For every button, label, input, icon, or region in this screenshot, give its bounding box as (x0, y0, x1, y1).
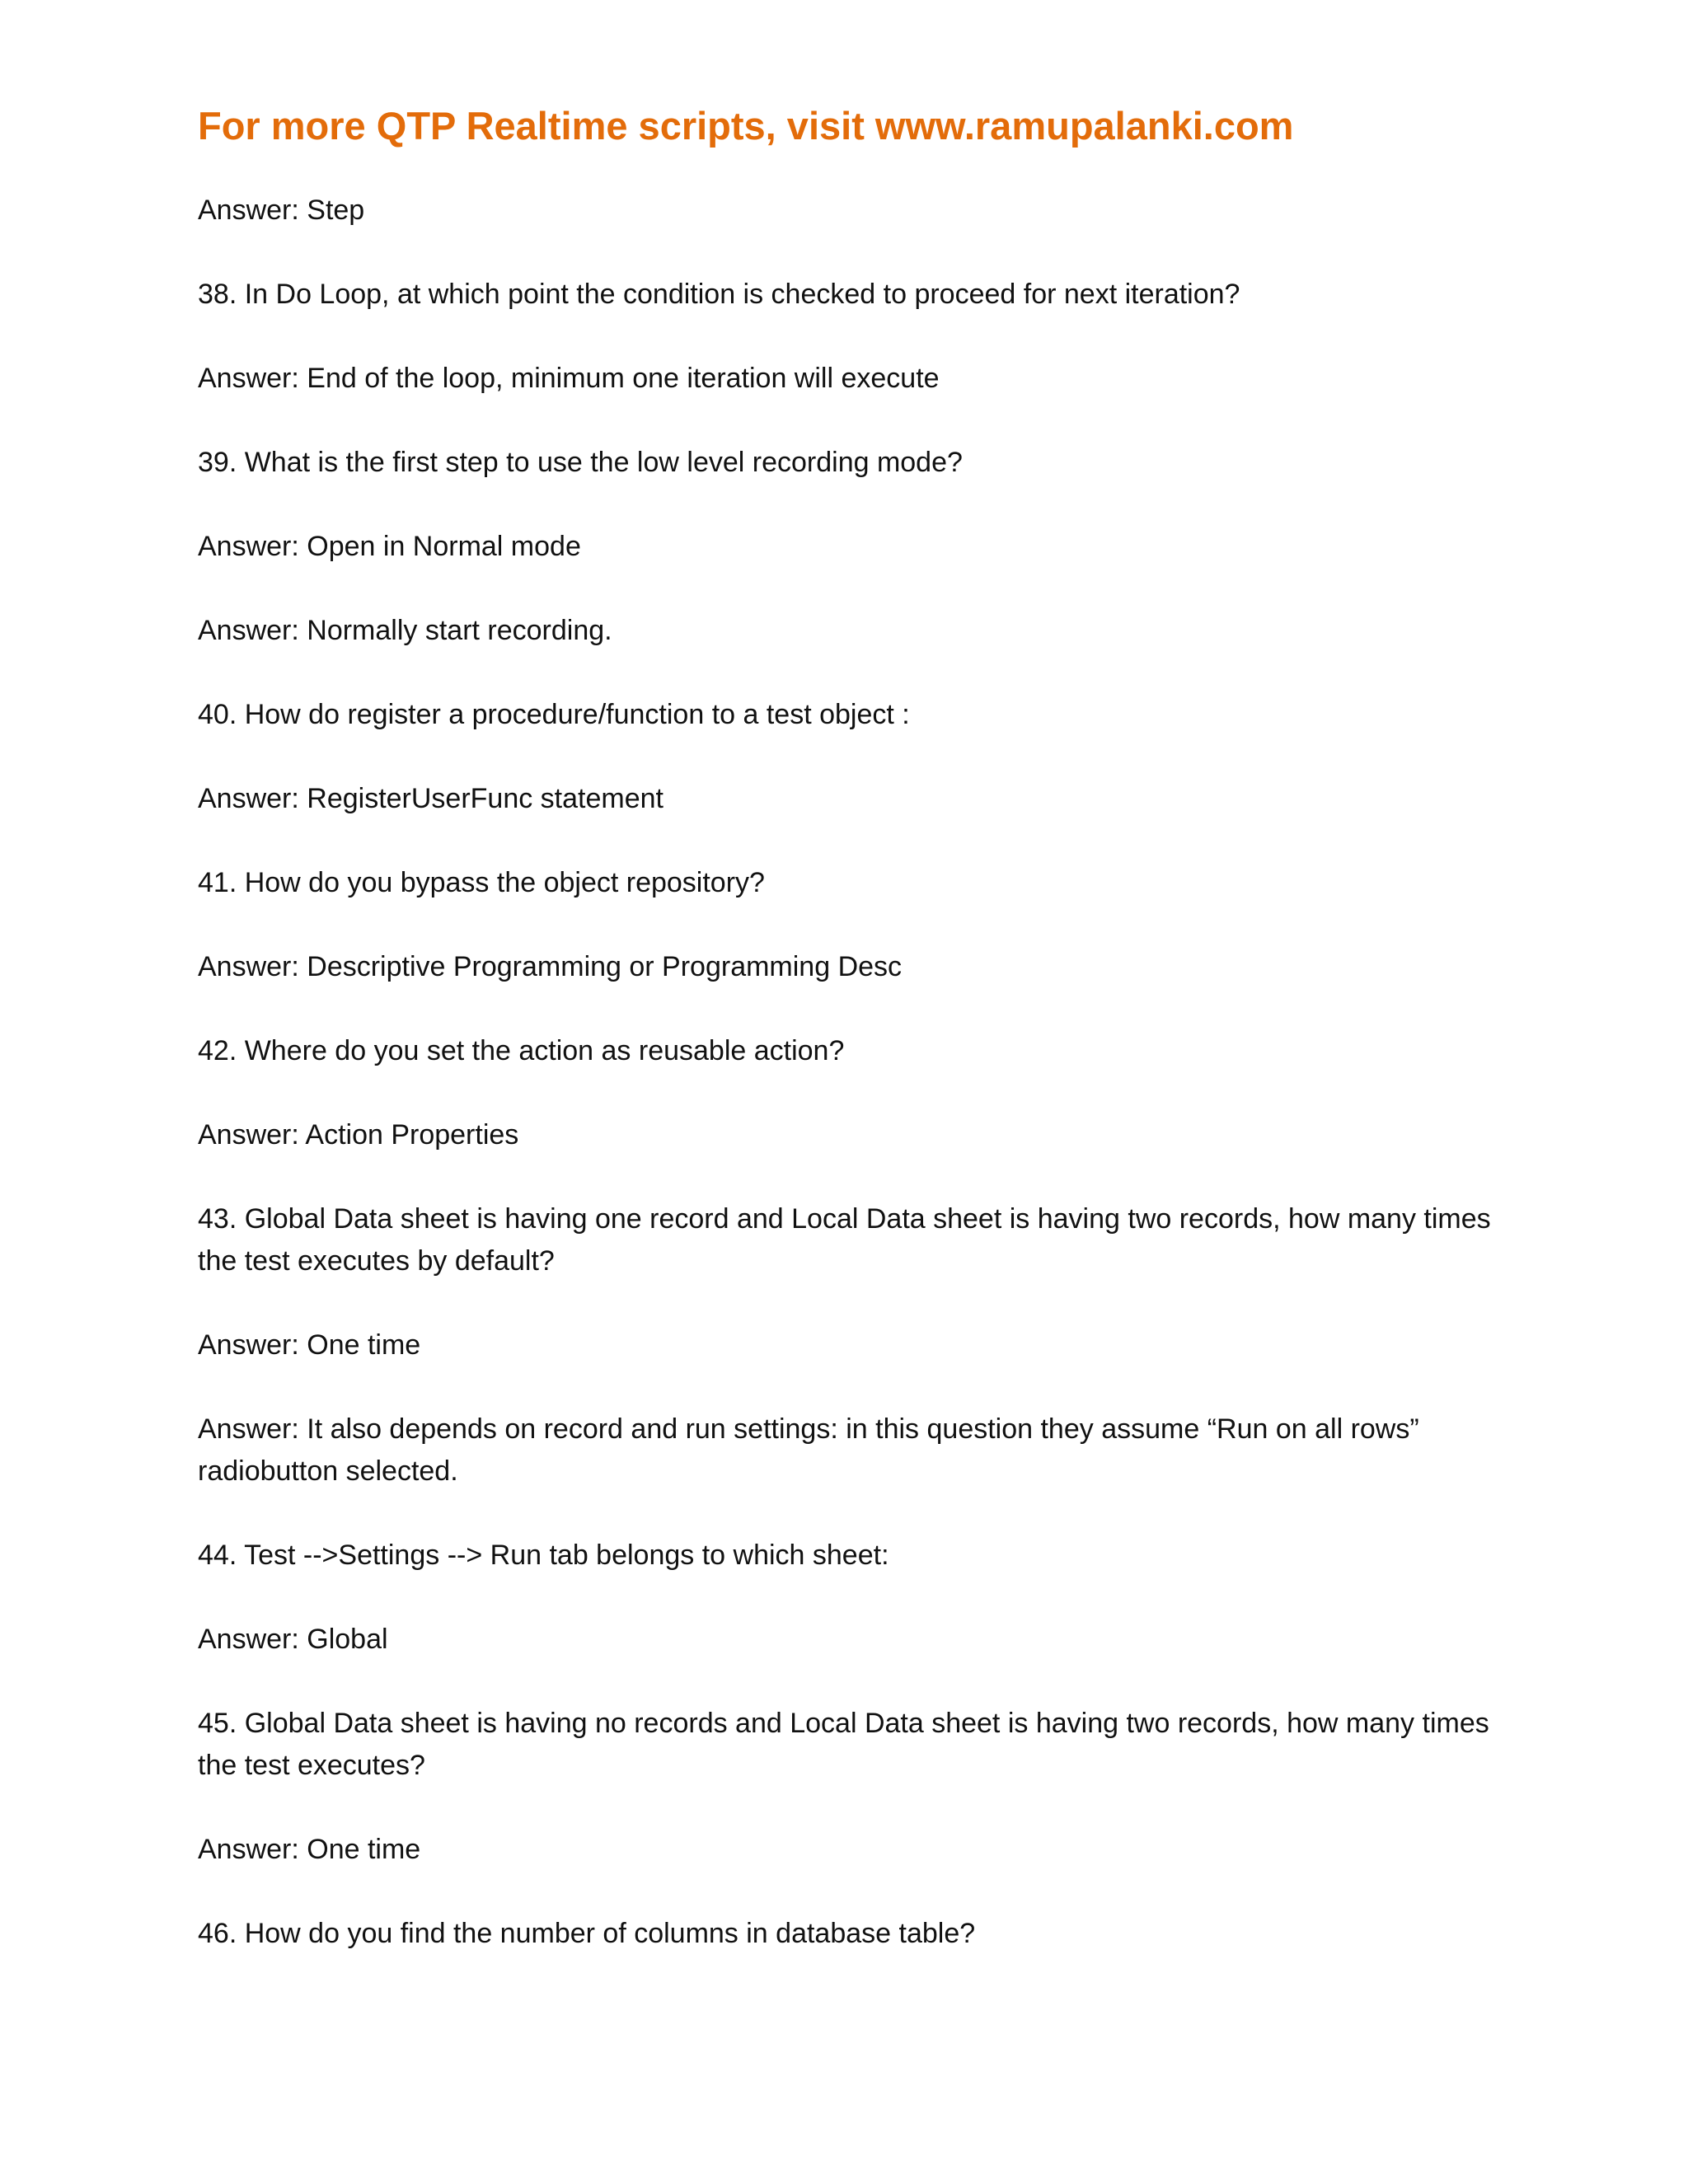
paragraph (198, 1324, 1517, 1366)
text-line: 44. Test -->Settings --> Run tab belongs to which sheet: (198, 1540, 889, 1571)
text-line: Answer: Step (198, 194, 365, 226)
text-line: Answer: One time (198, 1834, 421, 1865)
paragraph (198, 1829, 1517, 1871)
text-line: 38. In Do Loop, at which point the condition is checked to proceed for next iteration? (198, 279, 1240, 310)
paragraph (198, 1408, 1517, 1493)
paragraph (198, 694, 1517, 736)
paragraph (198, 1913, 1517, 1955)
paragraph (198, 1703, 1517, 1787)
text-line: Answer: It also depends on record and run settings: in this question they assume “Run on all rows” (198, 1413, 1419, 1445)
text-line: Answer: Global (198, 1624, 388, 1655)
paragraph (198, 1619, 1517, 1661)
text-line: Answer: RegisterUserFunc statement (198, 783, 663, 814)
text-line: 40. How do register a procedure/function to a test object : (198, 699, 910, 730)
text-line: 41. How do you bypass the object repository? (198, 867, 765, 898)
paragraph (198, 778, 1517, 820)
paragraph (198, 1198, 1517, 1282)
paragraph (198, 358, 1517, 400)
paragraph (198, 442, 1517, 484)
paragraph (198, 946, 1517, 988)
paragraph (198, 526, 1517, 568)
text-line: 39. What is the first step to use the low level recording mode? (198, 447, 963, 478)
paragraph (198, 1114, 1517, 1156)
text-line: 45. Global Data sheet is having no records and Local Data sheet is having two records, how many times (198, 1708, 1489, 1739)
text-line: Answer: Open in Normal mode (198, 531, 581, 562)
text-line: radiobutton selected. (198, 1455, 458, 1487)
text-line: Answer: Action Properties (198, 1119, 519, 1151)
page-header: For more QTP Realtime scripts, visit www.ramupalanki.com (198, 104, 1294, 148)
text-line: the test executes by default? (198, 1245, 555, 1277)
text-line: 42. Where do you set the action as reusable action? (198, 1035, 845, 1066)
text-line: 43. Global Data sheet is having one record and Local Data sheet is having two records, how many times (198, 1203, 1491, 1235)
text-line: Answer: One time (198, 1329, 421, 1361)
paragraph (198, 1535, 1517, 1577)
text-line: Answer: Descriptive Programming or Programming Desc (198, 951, 903, 982)
paragraph (198, 1030, 1517, 1072)
text-line: the test executes? (198, 1750, 425, 1781)
paragraph (198, 610, 1517, 652)
text-line: 46. How do you find the number of columns in database table? (198, 1918, 976, 1949)
document-body (198, 190, 1517, 1955)
text-line: Answer: End of the loop, minimum one iteration will execute (198, 363, 940, 394)
paragraph (198, 862, 1517, 904)
text-line: Answer: Normally start recording. (198, 615, 612, 646)
paragraph (198, 274, 1517, 316)
paragraph (198, 190, 1517, 232)
